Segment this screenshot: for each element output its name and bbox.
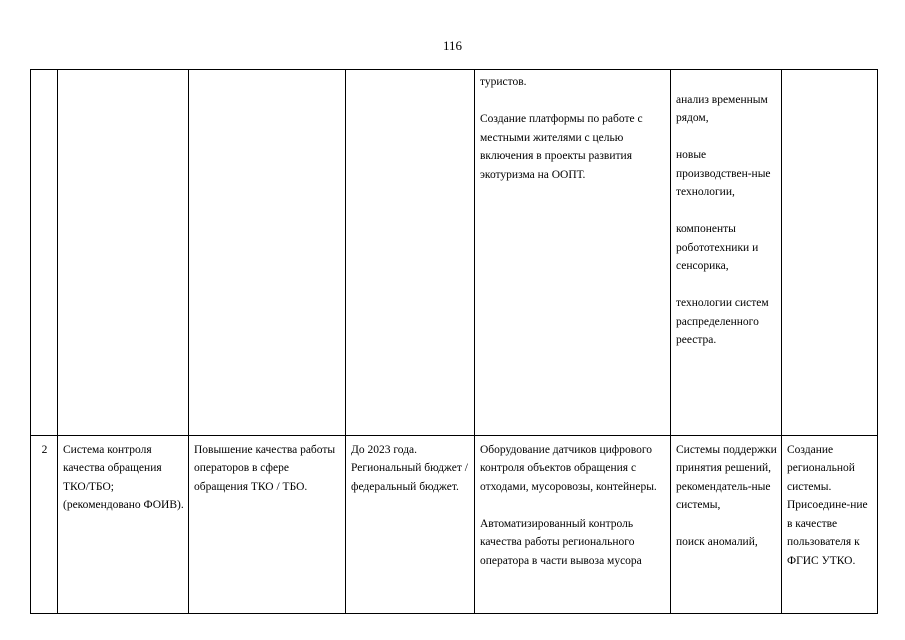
row-number-cell: [31, 70, 58, 436]
result-cell: [782, 70, 878, 436]
table-row: [31, 70, 878, 436]
name-cell: [58, 70, 189, 436]
row-number-cell: 2: [31, 435, 58, 613]
name-cell: Система контроля качества обращения ТКО/ТБО; (рекомендовано ФОИВ).: [58, 435, 189, 613]
deadline-funding-cell: [346, 70, 475, 436]
technologies-cell: Системы поддержки принятия решений, рекомендатель-ные системы, поиск аномалий,: [671, 435, 782, 613]
document-table: [30, 69, 878, 614]
table-row: [31, 435, 878, 613]
measures-cell: туристов. Создание платформы по работе с местными жителями с целью включения в проекты развития экотуризма на ООПТ.: [475, 70, 671, 436]
technologies-cell: анализ временным рядом, новые производствен-ные технологии, компоненты робототехники и сенсорика, технологии систем распределенного реестра.: [671, 70, 782, 436]
deadline-funding-cell: До 2023 года. Региональный бюджет / федеральный бюджет.: [346, 435, 475, 613]
goal-cell: Повышение качества работы операторов в сфере обращения ТКО / ТБО.: [189, 435, 346, 613]
result-cell: Создание региональной системы. Присоедине-ние в качестве пользователя к ФГИС УТКО.: [782, 435, 878, 613]
goal-cell: [189, 70, 346, 436]
page-number: 116: [442, 38, 463, 53]
measures-cell: Оборудование датчиков цифрового контроля объектов обращения с отходами, мусоровозы, контейнеры. Автоматизированный контроль качества работы регионального оператора в части вывоза мусора: [475, 435, 671, 613]
